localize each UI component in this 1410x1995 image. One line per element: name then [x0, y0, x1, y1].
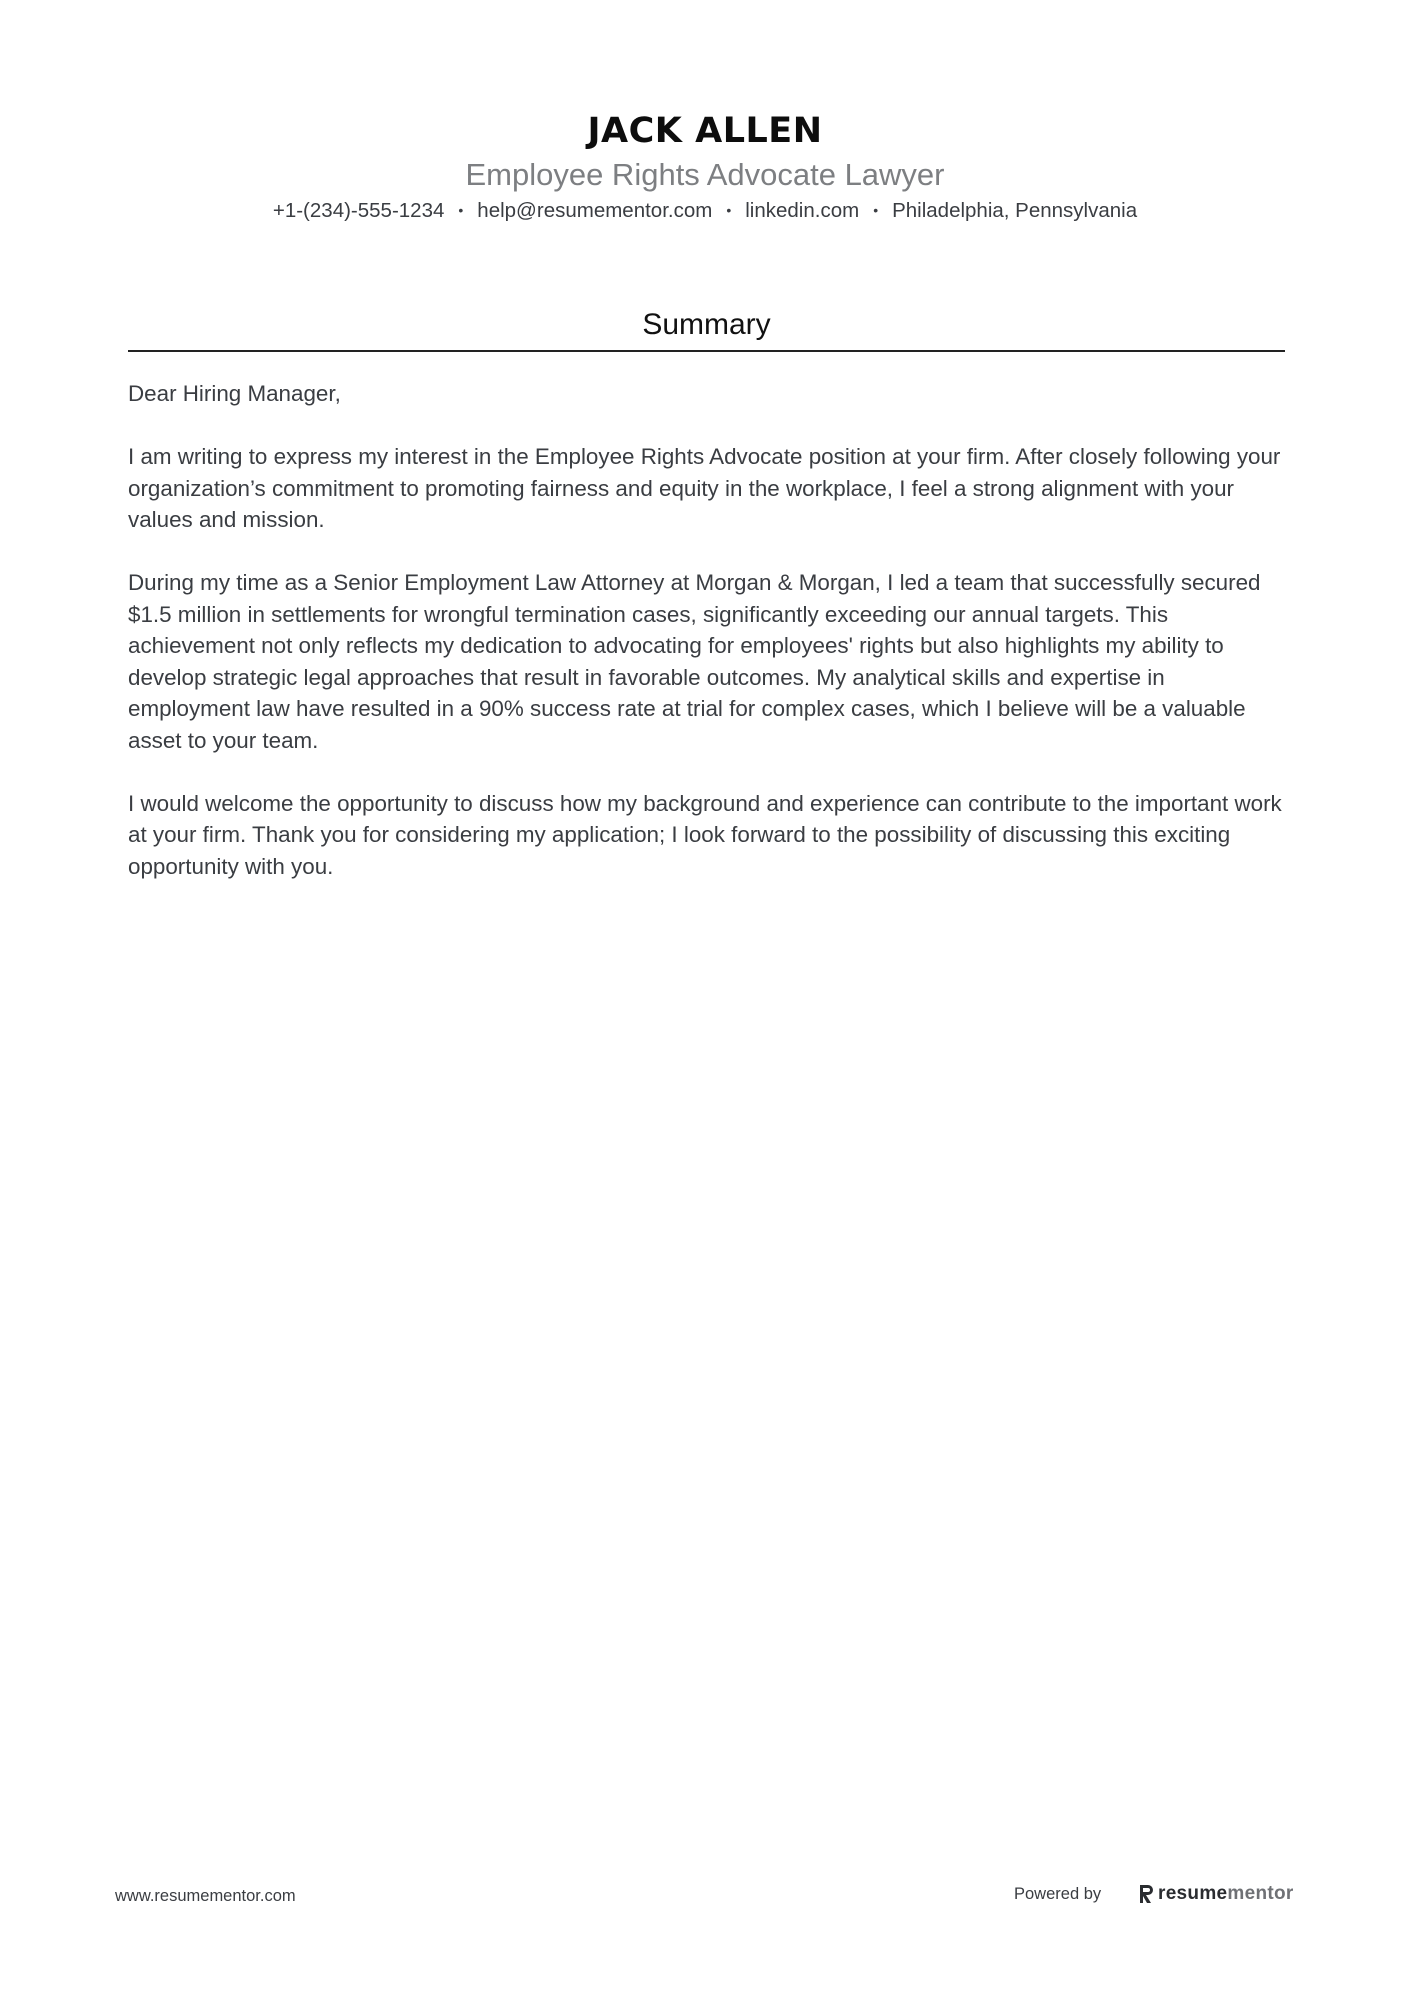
contact-email[interactable]: help@resumementor.com	[477, 199, 713, 222]
resume-header	[0, 110, 1410, 225]
contact-separator: •	[458, 202, 464, 218]
brand-wordmark-light: mentor	[1227, 1883, 1294, 1904]
resumementor-logo[interactable]	[1138, 1880, 1294, 1908]
candidate-name: JACK ALLEN	[587, 111, 823, 151]
contact-separator: •	[726, 202, 732, 218]
contact-line	[0, 196, 1410, 225]
cover-letter-body	[128, 378, 1288, 914]
letter-paragraph: I am writing to express my interest in the Employee Rights Advocate position at your firm. After closely following your organization’s commitment to promoting fairness and equity in the workplace, I feel a strong alignment with your values and mission.	[128, 444, 1281, 532]
section-title-summary: Summary	[642, 308, 771, 341]
letter-paragraph: I would welcome the opportunity to discuss how my background and experience can contribute to the important work at your firm. Thank you for considering my application; I look forward to the possibility of discussing this exciting opportunity with you.	[128, 790, 1282, 879]
resumementor-logo-icon	[1138, 1884, 1154, 1904]
footer-website-link[interactable]: www.resumementor.com	[115, 1887, 296, 1905]
contact-phone: +1-(234)-555-1234	[272, 199, 445, 222]
brand-wordmark	[1158, 1883, 1294, 1905]
contact-separator: •	[873, 202, 879, 218]
powered-by-label: Powered by	[1014, 1885, 1102, 1903]
letter-paragraph: During my time as a Senior Employment Law Attorney at Morgan & Morgan, I led a team that successfully secured $1.5 million in settlements for wrongful termination cases, significantly exceeding our annual targets. This achievement not only reflects my dedication to advocating for employees' rights but also highlights my ability to develop strategic legal approaches that result in favorable outcomes. My analytical skills and expertise in employment law have resulted in a 90% success rate at trial for complex cases, which I believe will be a valuable asset to your team.	[128, 570, 1261, 753]
brand-wordmark-bold: resume	[1158, 1883, 1228, 1904]
contact-linkedin[interactable]: linkedin.com	[745, 199, 860, 222]
letter-salutation: Dear Hiring Manager,	[128, 381, 341, 406]
job-title: Employee Rights Advocate Lawyer	[465, 157, 945, 192]
contact-location: Philadelphia, Pennsylvania	[892, 199, 1138, 222]
section-divider	[128, 350, 1285, 352]
